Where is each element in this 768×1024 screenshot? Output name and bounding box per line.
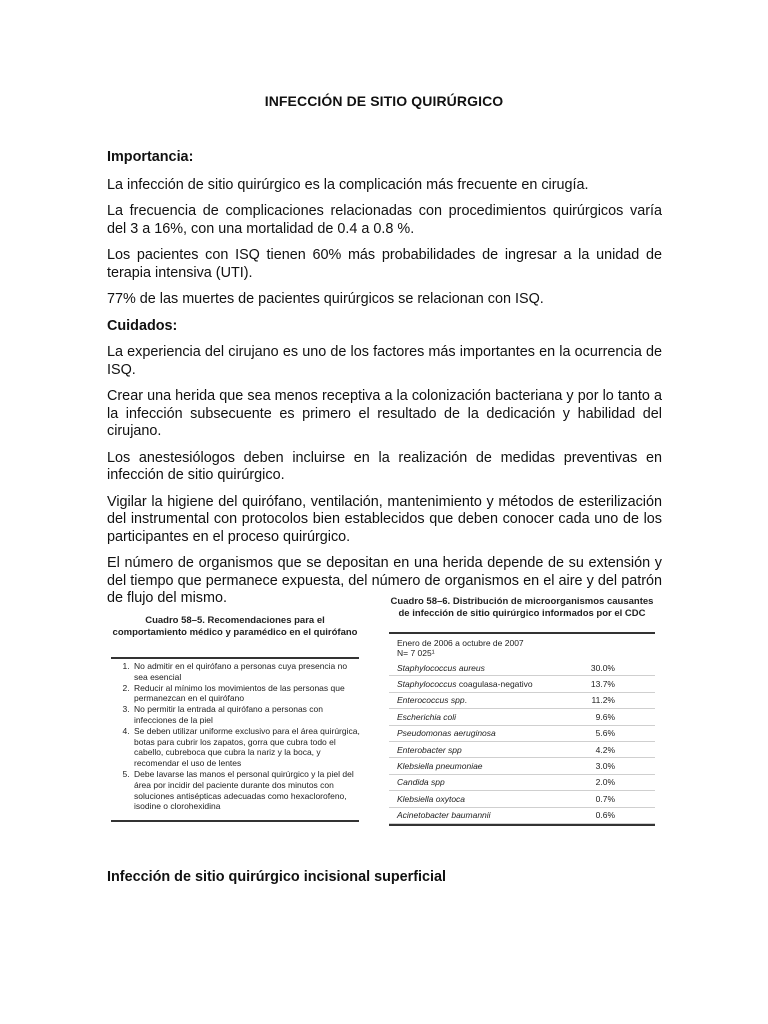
table-row <box>389 676 655 692</box>
organism-cell <box>389 676 545 692</box>
list-item: 4. Se deben utilizar uniforme exclusivo para el área quirúrgica, botas para cubrir los zapatos, gorra que cubra todo el cabello, cubreboca que cubra la nariz y la boca, y recomendar el uso de lentes <box>132 726 363 769</box>
organism-cell <box>389 758 545 774</box>
paragraph: Crear una herida que sea menos receptiva a la colonización bacteriana y por lo tanto a la infección subsecuente es primero el resultado de la dedicación y habilidad del cirujano. <box>107 388 662 439</box>
table-row <box>389 660 655 676</box>
organism-cell <box>389 692 545 708</box>
table-row <box>389 807 655 823</box>
paragraph: La frecuencia de complicaciones relacionadas con procedimientos quirúrgicos varía del 3 a 16%, con una mortalidad de 0.4 a 0.8 %. <box>107 203 662 237</box>
paragraph: La experiencia del cirujano es uno de los factores más importantes en la ocurrencia de ISQ. <box>107 344 662 378</box>
organism-name: Staphylococcus aureus <box>397 662 485 673</box>
organism-suffix: coagulasa-negativo <box>456 679 533 690</box>
paragraph: 77% de las muertes de pacientes quirúrgicos se relacionan con ISQ. <box>107 291 544 307</box>
section-heading-importancia: Importancia: <box>107 149 194 165</box>
table-row <box>389 791 655 807</box>
section-heading-incisional: Infección de sitio quirúrgico incisional superficial <box>107 869 447 885</box>
table-period: Enero de 2006 a octubre de 2007 <box>397 638 524 648</box>
organism-name: Pseudomonas aeruginosa <box>397 728 496 739</box>
organism-cell <box>389 807 545 823</box>
organism-cell <box>389 774 545 790</box>
organism-name: Enterococcus spp <box>397 695 465 706</box>
table-row <box>389 774 655 790</box>
organism-name: Enterobacter spp <box>397 744 462 755</box>
table-row <box>389 758 655 774</box>
organism-table <box>389 660 655 824</box>
percentage-cell: 11.2% <box>545 692 655 708</box>
table-cuadro-58-6 <box>389 593 655 821</box>
section-heading-cuidados: Cuidados: <box>107 317 178 334</box>
paragraph: La infección de sitio quirúrgico es la complicación más frecuente en cirugía. <box>107 176 589 193</box>
paragraph: Los anestesiólogos deben incluirse en la realización de medidas preventivas en infección de sitio quirúrgico. <box>107 449 662 483</box>
table-rule <box>389 824 655 826</box>
table-meta <box>389 634 655 660</box>
organism-cell <box>389 791 545 807</box>
organism-suffix: . <box>464 695 467 706</box>
table-row <box>389 692 655 708</box>
list-item: 5. Debe lavarse las manos el personal quirúrgico y la piel del área por incidir del paciente durante dos minutos con soluciones antisépticas adecuadas como hexaclorofeno, isodine o clorohexidina <box>132 769 363 812</box>
organism-cell <box>389 709 545 725</box>
table-caption: Cuadro 58–5. Recomendaciones para el comportamiento médico y paramédico en el quirófano <box>112 615 358 638</box>
organism-name: Klebsiella pneumoniae <box>397 761 483 772</box>
percentage-cell: 13.7% <box>545 676 655 692</box>
list-item: 3. No permitir la entrada al quirófano a personas con infecciones de la piel <box>132 704 363 726</box>
table-rule <box>111 820 359 822</box>
percentage-cell: 9.6% <box>545 709 655 725</box>
table-n: N= 7 025¹ <box>397 648 435 658</box>
percentage-cell: 4.2% <box>545 741 655 757</box>
organism-cell <box>389 725 545 741</box>
list-item: 1. No admitir en el quirófano a personas cuya presencia no sea esencial <box>132 661 363 683</box>
table-row <box>389 741 655 757</box>
percentage-cell: 2.0% <box>545 774 655 790</box>
table-row <box>389 709 655 725</box>
organism-name: Klebsiella oxytoca <box>397 793 466 804</box>
organism-name: Candida spp <box>397 777 445 788</box>
paragraph: Vigilar la higiene del quirófano, ventilación, mantenimiento y métodos de esterilización del instrumental con protocolos bien establecidos que deben conocer cada uno de los participantes en el proceso quirúrgico. <box>107 493 662 545</box>
organism-name: Staphylococcus <box>397 679 457 690</box>
document-title: INFECCIÓN DE SITIO QUIRÚRGICO <box>264 93 504 109</box>
document-body <box>107 149 662 617</box>
organism-cell <box>389 741 545 757</box>
percentage-cell: 0.7% <box>545 791 655 807</box>
organism-name: Escherichia coli <box>397 711 457 722</box>
organism-cell <box>389 660 545 676</box>
organism-name: Acinetobacter baumannii <box>397 810 491 821</box>
percentage-cell: 30.0% <box>545 660 655 676</box>
percentage-cell: 5.6% <box>545 725 655 741</box>
percentage-cell: 0.6% <box>545 807 655 823</box>
list-item: 2. Reducir al mínimo los movimientos de las personas que permanezcan en el quirófano <box>132 683 363 705</box>
paragraph: Los pacientes con ISQ tienen 60% más probabilidades de ingresar a la unidad de terapia intensiva (UTI). <box>107 247 662 281</box>
recommendation-list <box>107 661 363 812</box>
percentage-cell: 3.0% <box>545 758 655 774</box>
paragraph: El número de organismos que se depositan en una herida depende de su extensión y del tiempo que permanece expuesta, del número de organismos en el aire y del patrón de flujo del mismo. <box>107 555 662 606</box>
table-row <box>389 725 655 741</box>
table-caption: Cuadro 58–6. Distribución de microorganismos causantes de infección de sitio quirúrgico informados por el CDC <box>390 596 654 619</box>
table-cuadro-58-5 <box>107 610 363 822</box>
table-rule <box>111 657 359 659</box>
